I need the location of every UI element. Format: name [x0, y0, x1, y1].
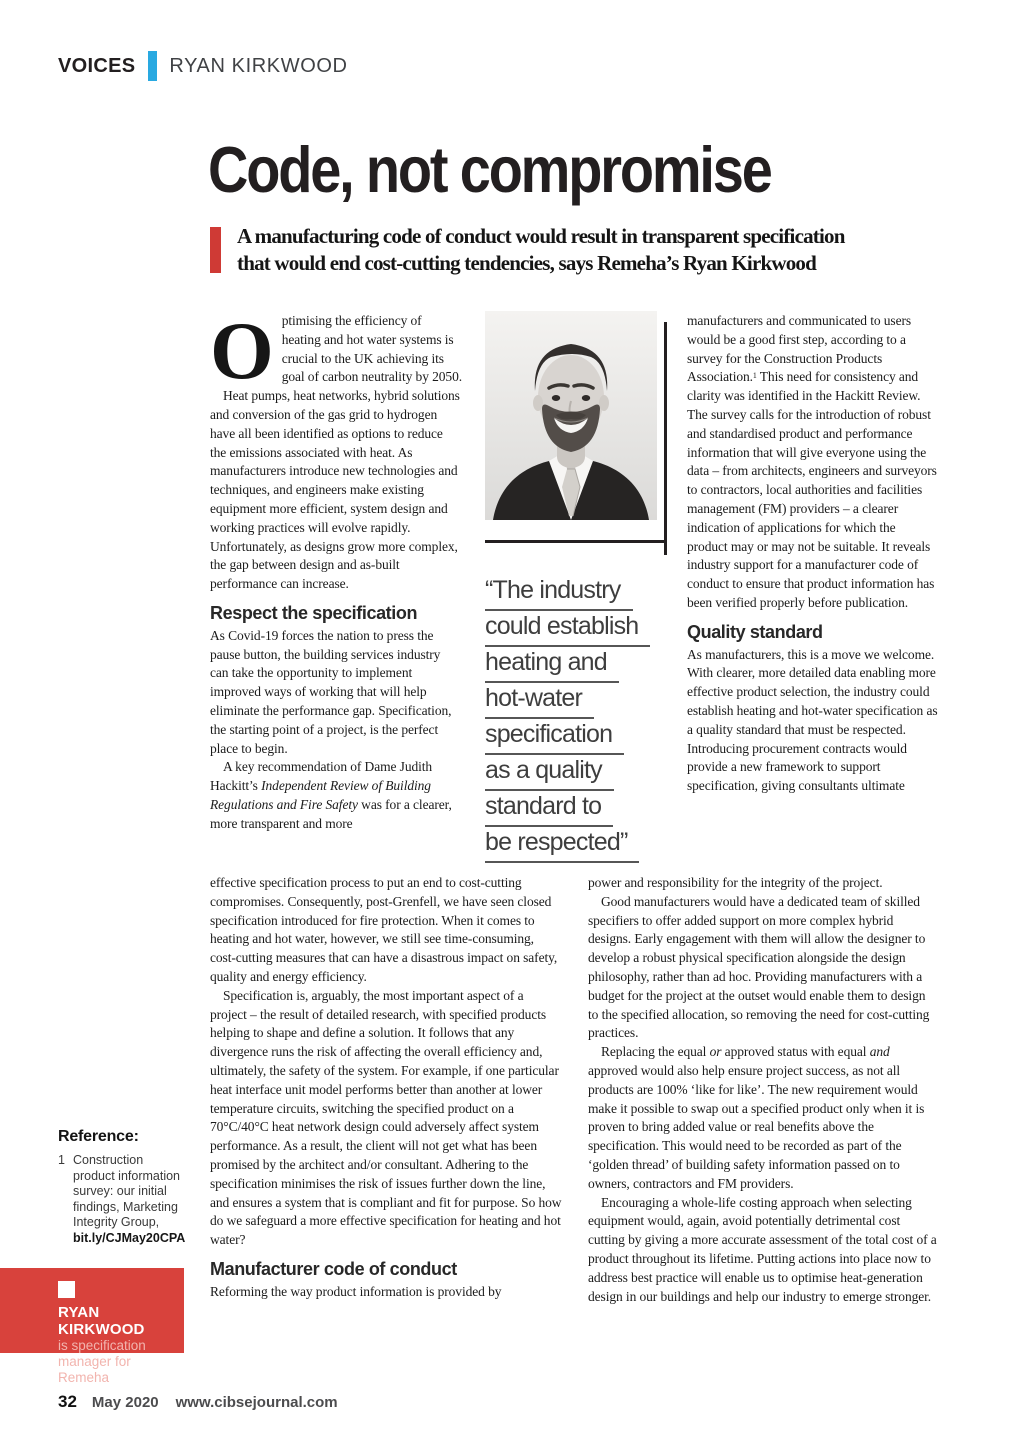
- page-footer: [58, 1392, 338, 1412]
- standfirst-accent-bar: [210, 227, 221, 273]
- pull-quote-line: as a quality: [485, 757, 614, 791]
- issue-date: May 2020: [91, 1394, 159, 1411]
- reference-link[interactable]: bit.ly/CJMay20CPA: [73, 1230, 186, 1245]
- section-heading-manufacturer-code: Manufacturer code of conduct: [210, 1258, 457, 1279]
- paragraph: manufacturers and communicated to users would be a good first step, according to a survey for the Construction Products Association.$^1$ This need for consistency and clarity was identified in the Hackitt Review. The survey calls for the introduction of robust and standardised product and performance information that will give everyone using the data – from architects, engineers and surveyors to contractors, local authorities and facilities management (FM) providers – a clearer indication of applications for which the product may or may not be suitable. It reveals industry support for a manufacturer code of conduct to ensure that product information has been verified properly before publication.: [687, 313, 937, 610]
- photo-frame-vertical-rule: [664, 322, 667, 555]
- reference-block: [58, 1128, 186, 1246]
- body-wide-column-right: [588, 874, 938, 1306]
- author-role: is specification manager for Remeha: [58, 1338, 146, 1385]
- page-number: 32: [58, 1392, 77, 1411]
- author-box-square-marker: [58, 1281, 75, 1298]
- paragraph: Good manufacturers would have a dedicated team of skilled specifiers to offer added support on more complex hybrid designs. Early engagement with them will allow the designer to develop a robust physical specification alongside the design philosophy, rather than ad hoc. Providing manufacturers with a budget for the project at the outset would enable them to design to the specified allocation, so removing the need for cost-cutting practices.: [588, 893, 930, 1041]
- journal-url[interactable]: www.cibsejournal.com: [175, 1394, 338, 1411]
- standfirst-line-1: A manufacturing code of conduct would result in transparent specification: [237, 224, 845, 248]
- reference-number: 1: [58, 1153, 65, 1167]
- kicker: [58, 51, 348, 81]
- paragraph: Heat pumps, heat networks, hybrid solutions and conversion of the gas grid to hydrogen have all been identified as options to reduce the emissions associated with heat. As manufacturers introduce new technologies and techniques, and engineers make existing equipment more efficient, system design and working practices will evolve rapidly. Unfortunately, as designs grow more complex, the gap between design and as-built performance can increase.: [210, 388, 460, 592]
- standfirst: [237, 223, 845, 277]
- drop-cap: O: [210, 305, 274, 396]
- pull-quote: [485, 577, 685, 865]
- pull-quote-line: standard to: [485, 793, 613, 827]
- paragraph: effective specification process to put an end to cost-cutting compromises. Consequently, post-Grenfell, we have seen closed specification introduced for fire protection. When it comes to heating and hot water, however, we still see time-consuming, cost-cutting measures that can have a disastrous impact on safety, quality and energy efficiency.: [210, 875, 558, 984]
- article-title: Code, not compromise: [208, 133, 771, 206]
- pull-quote-line: “The industry: [485, 577, 633, 611]
- paragraph: power and responsibility for the integrity of the project.: [588, 875, 883, 890]
- pull-quote-line: specification: [485, 721, 624, 755]
- paragraph: Specification is, arguably, the most important aspect of a project – the result of detailed research, with specified products helping to shape and define a solution. It follows that any divergence runs the risk of affecting the overall efficiency and, ultimately, the safety of the system. For example, if one particular heat interface unit model performs better than another at lower temperature circuits, switching the specified product on a 70°C/40°C heat network design could adversely affect system performance. As a result, the client will not get what has been promised by the architect and/or consultant. Adhering to the specification minimises the risk of issues further down the line, and ensures a system that is compliant and fit for purpose. So how do we safeguard a more effective specification for heating and hot water?: [210, 987, 562, 1248]
- portrait-photo: [485, 311, 657, 520]
- paragraph: Replacing the equal or approved status with equal and approved would also help ensure project success, as not all products are 100% ‘like for like’. The new requirement would make it possible to swap out a specified product only when it is proven to bring added value or real benefits above the specification. This would need to be recorded as part of the ‘golden thread’ of building safety information passed on to owners, contractors and FM providers.: [588, 1044, 925, 1191]
- paragraph: Reforming the way product information is provided by: [210, 1283, 502, 1299]
- section-heading-quality-standard: Quality standard: [687, 621, 823, 642]
- pull-quote-line: heating and: [485, 649, 619, 683]
- body-column-left: [210, 305, 462, 834]
- kicker-author-label: RYAN KIRKWOOD: [169, 54, 348, 77]
- body-wide-column-left: [210, 874, 562, 1302]
- section-heading-respect-specification: Respect the specification: [210, 602, 418, 623]
- body-column-right: [687, 312, 939, 796]
- standfirst-line-2: that would end cost-cutting tendencies, says Remeha’s Ryan Kirkwood: [237, 251, 816, 275]
- reference-text: [73, 1153, 185, 1246]
- pull-quote-line: hot-water: [485, 685, 594, 719]
- section-label: VOICES: [58, 54, 136, 77]
- reference-citation: Construction product information survey: our initial findings, Marketing Integrity Group,: [73, 1153, 181, 1229]
- reference-heading: Reference:: [58, 1128, 139, 1145]
- pull-quote-line: could establish: [485, 613, 650, 647]
- paragraph: A key recommendation of Dame Judith Hackitt’s Independent Review of Building Regulations and Fire Safety was for a clearer, more transparent and more: [210, 759, 452, 831]
- author-box: [0, 1268, 184, 1385]
- paragraph: [210, 305, 462, 396]
- paragraph-text: ptimising the efficiency of heating and hot water systems is crucial to the UK achieving its goal of carbon neutrality by 2050.: [281, 313, 462, 385]
- reference-item: [58, 1153, 186, 1246]
- author-name: RYAN KIRKWOOD: [58, 1304, 145, 1338]
- paragraph: As Covid-19 forces the nation to press the pause button, the building services industry can take the opportunity to implement improved ways of working that will help eliminate the performance gap. Specification, the starting point of a project, is the perfect place to begin.: [210, 627, 452, 756]
- paragraph: As manufacturers, this is a move we welcome. With clearer, more detailed data enabling more effective product selection, the industry could establish heating and hot-water specification as a quality standard that must be respected. Introducing procurement contracts would provide a new framework to support specification, giving consultants ultimate: [687, 646, 938, 794]
- pull-quote-line: be respected”: [485, 829, 639, 863]
- paragraph: Encouraging a whole-life costing approach when selecting equipment would, again, avoid potentially detrimental cost cutting by giving a more accurate assessment of the total cost of a product throughout its lifetime. Putting actions into place now to address best practice will enable us to optimise heat-generation design in our buildings and help our industry to emerge stronger.: [588, 1194, 937, 1304]
- kicker-divider-bar: [148, 51, 157, 81]
- photo-frame-horizontal-rule: [485, 540, 666, 543]
